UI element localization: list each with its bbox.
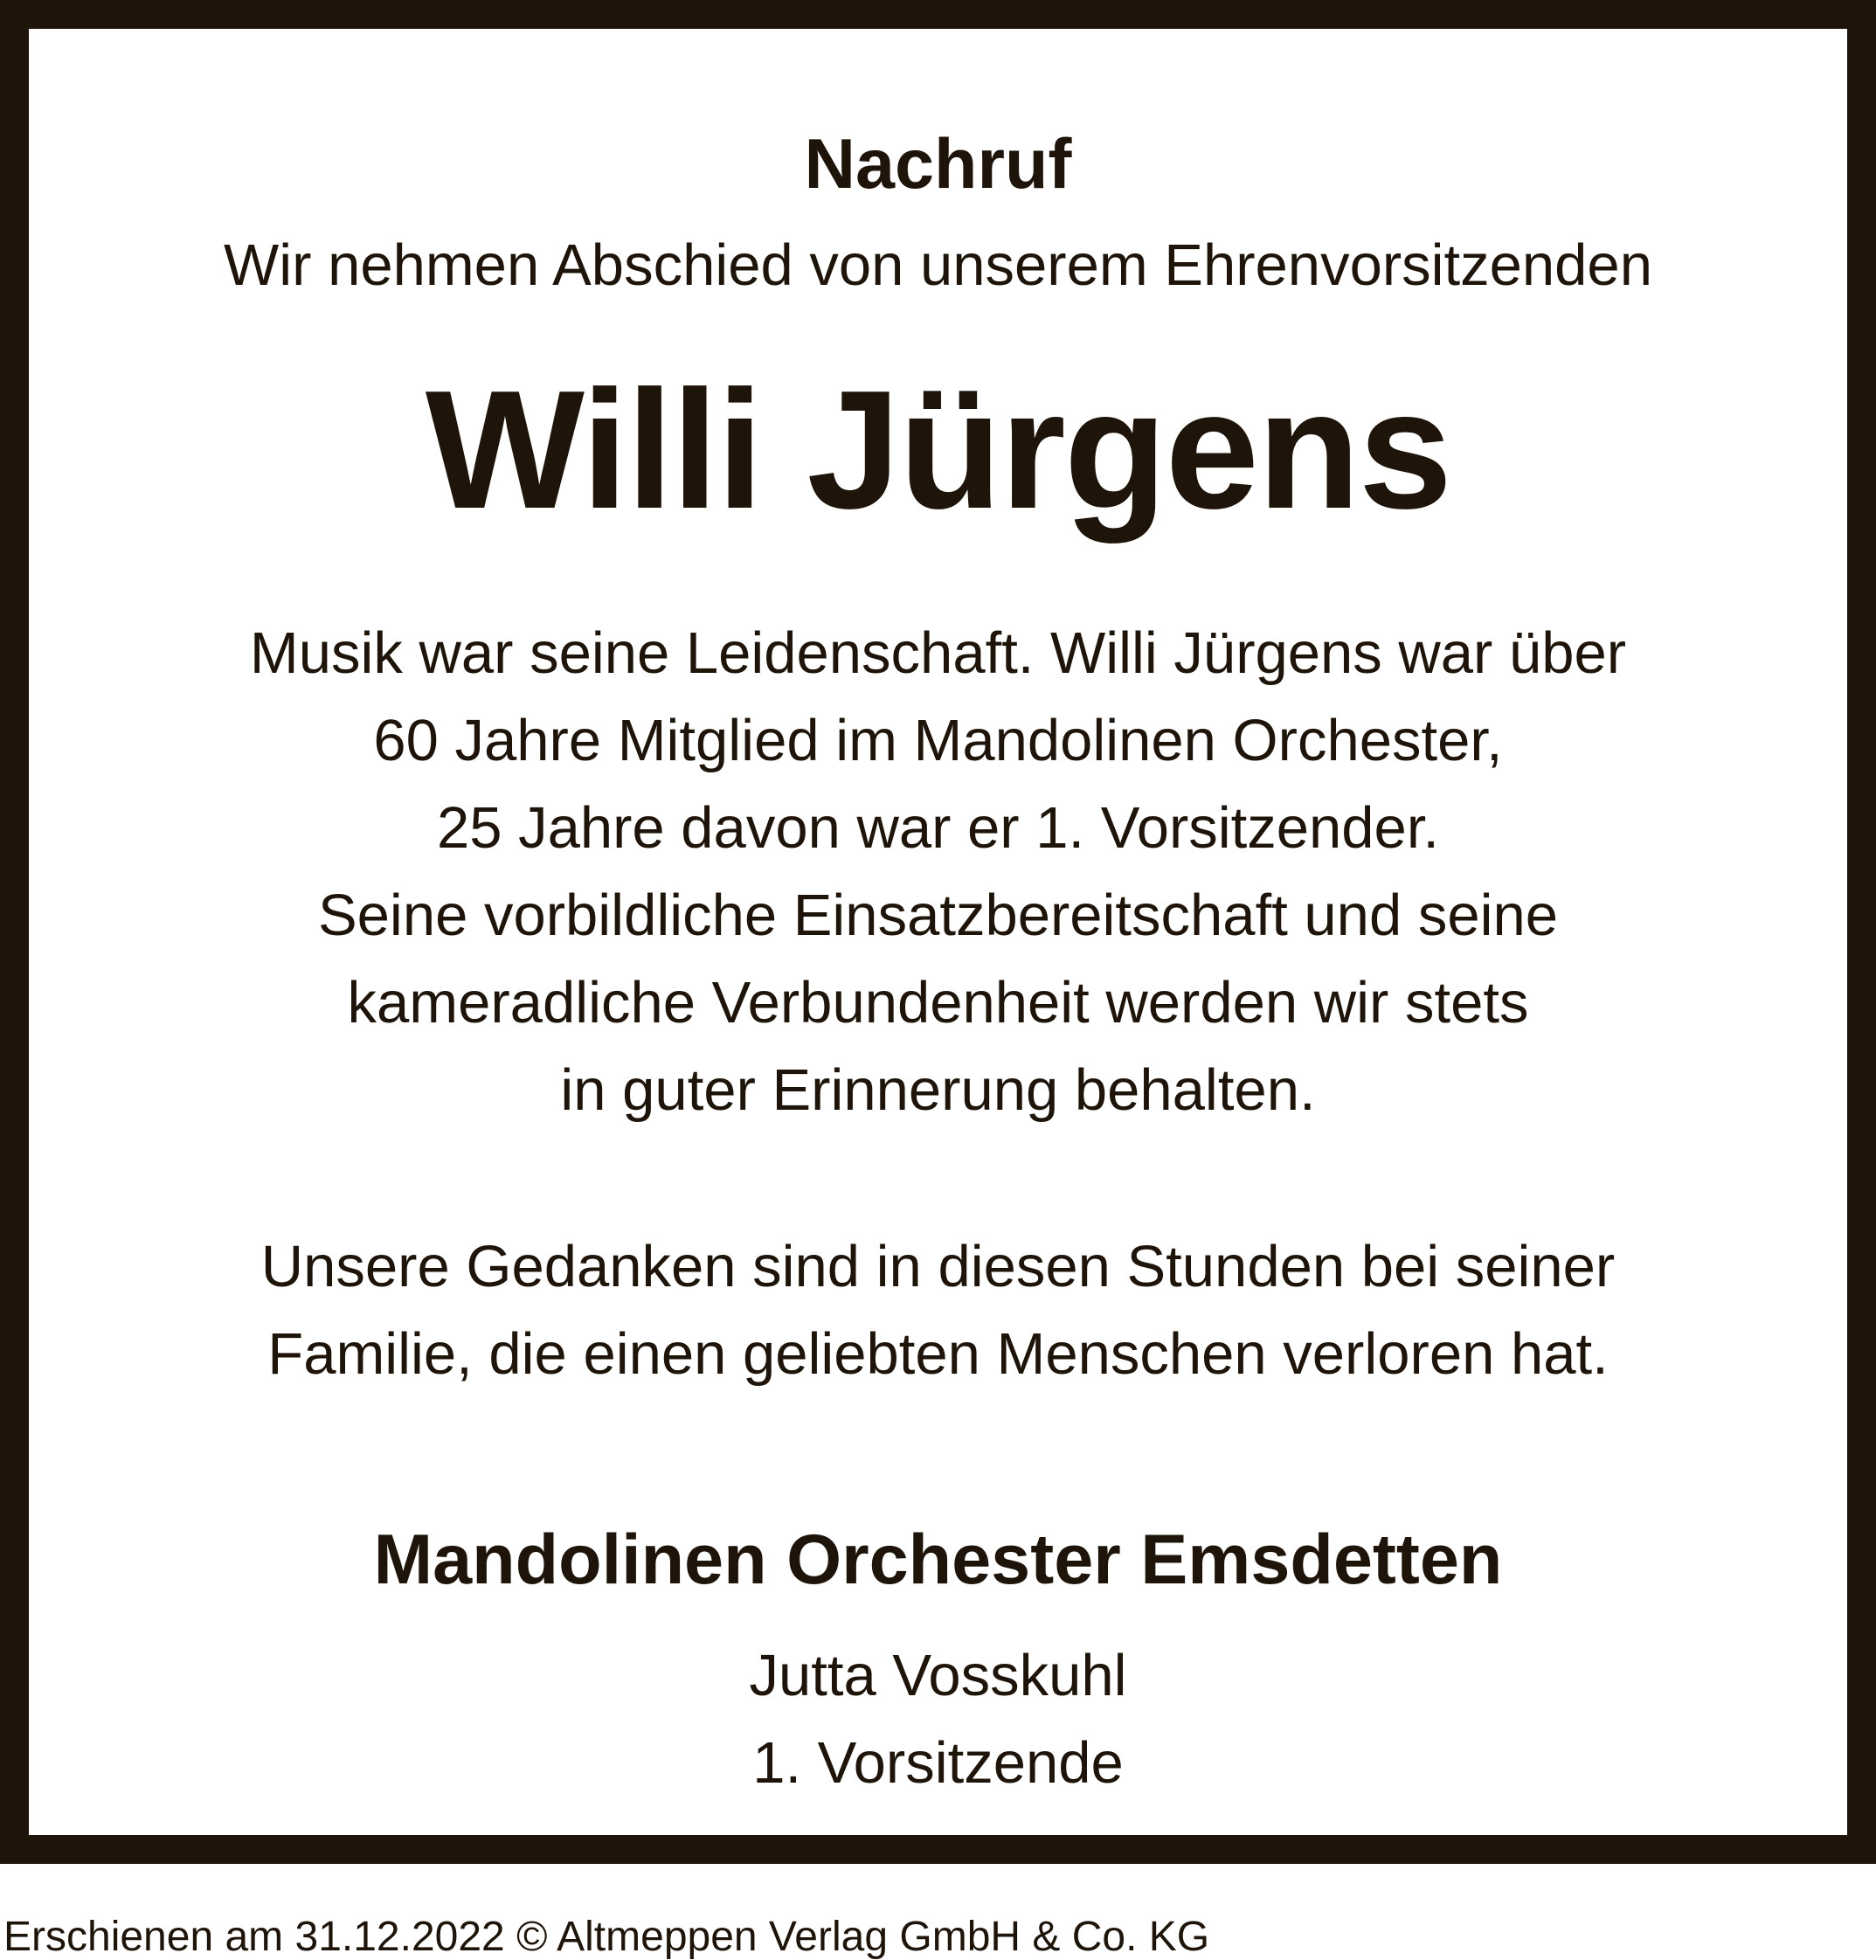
signatory-name: Jutta Vosskuhl: [749, 1643, 1127, 1708]
deceased-name: Willi Jürgens: [425, 355, 1451, 544]
organization-name: Mandolinen Orchester Emsdetten: [373, 1520, 1503, 1599]
notice-heading: Nachruf: [804, 125, 1072, 204]
paragraph-2-line-1: Unsere Gedanken sind in diesen Stunden bei seiner: [260, 1234, 1616, 1299]
paragraph-1-line-1: Musik war seine Leidenschaft. Willi Jürgens war über: [249, 620, 1627, 686]
notice-intro: Wir nehmen Abschied von unserem Ehrenvorsitzenden: [224, 232, 1652, 298]
paragraph-1-line-2: 60 Jahre Mitglied im Mandolinen Orchester,: [373, 708, 1503, 773]
signatory-role: 1. Vorsitzende: [752, 1730, 1124, 1796]
paragraph-1-line-5: kameradliche Verbundenheit werden wir stets: [347, 970, 1529, 1035]
paragraph-1-line-4: Seine vorbildliche Einsatzbereitschaft und seine: [317, 883, 1558, 948]
paragraph-2-line-2: Familie, die einen geliebten Menschen verloren hat.: [267, 1321, 1609, 1387]
paragraph-1-line-6: in guter Erinnerung behalten.: [560, 1057, 1316, 1123]
publication-footer: Erschienen am 31.12.2022 © Altmeppen Verlag GmbH & Co. KG: [3, 1914, 1210, 1960]
paragraph-1-line-3: 25 Jahre davon war er 1. Vorsitzender.: [436, 795, 1440, 861]
